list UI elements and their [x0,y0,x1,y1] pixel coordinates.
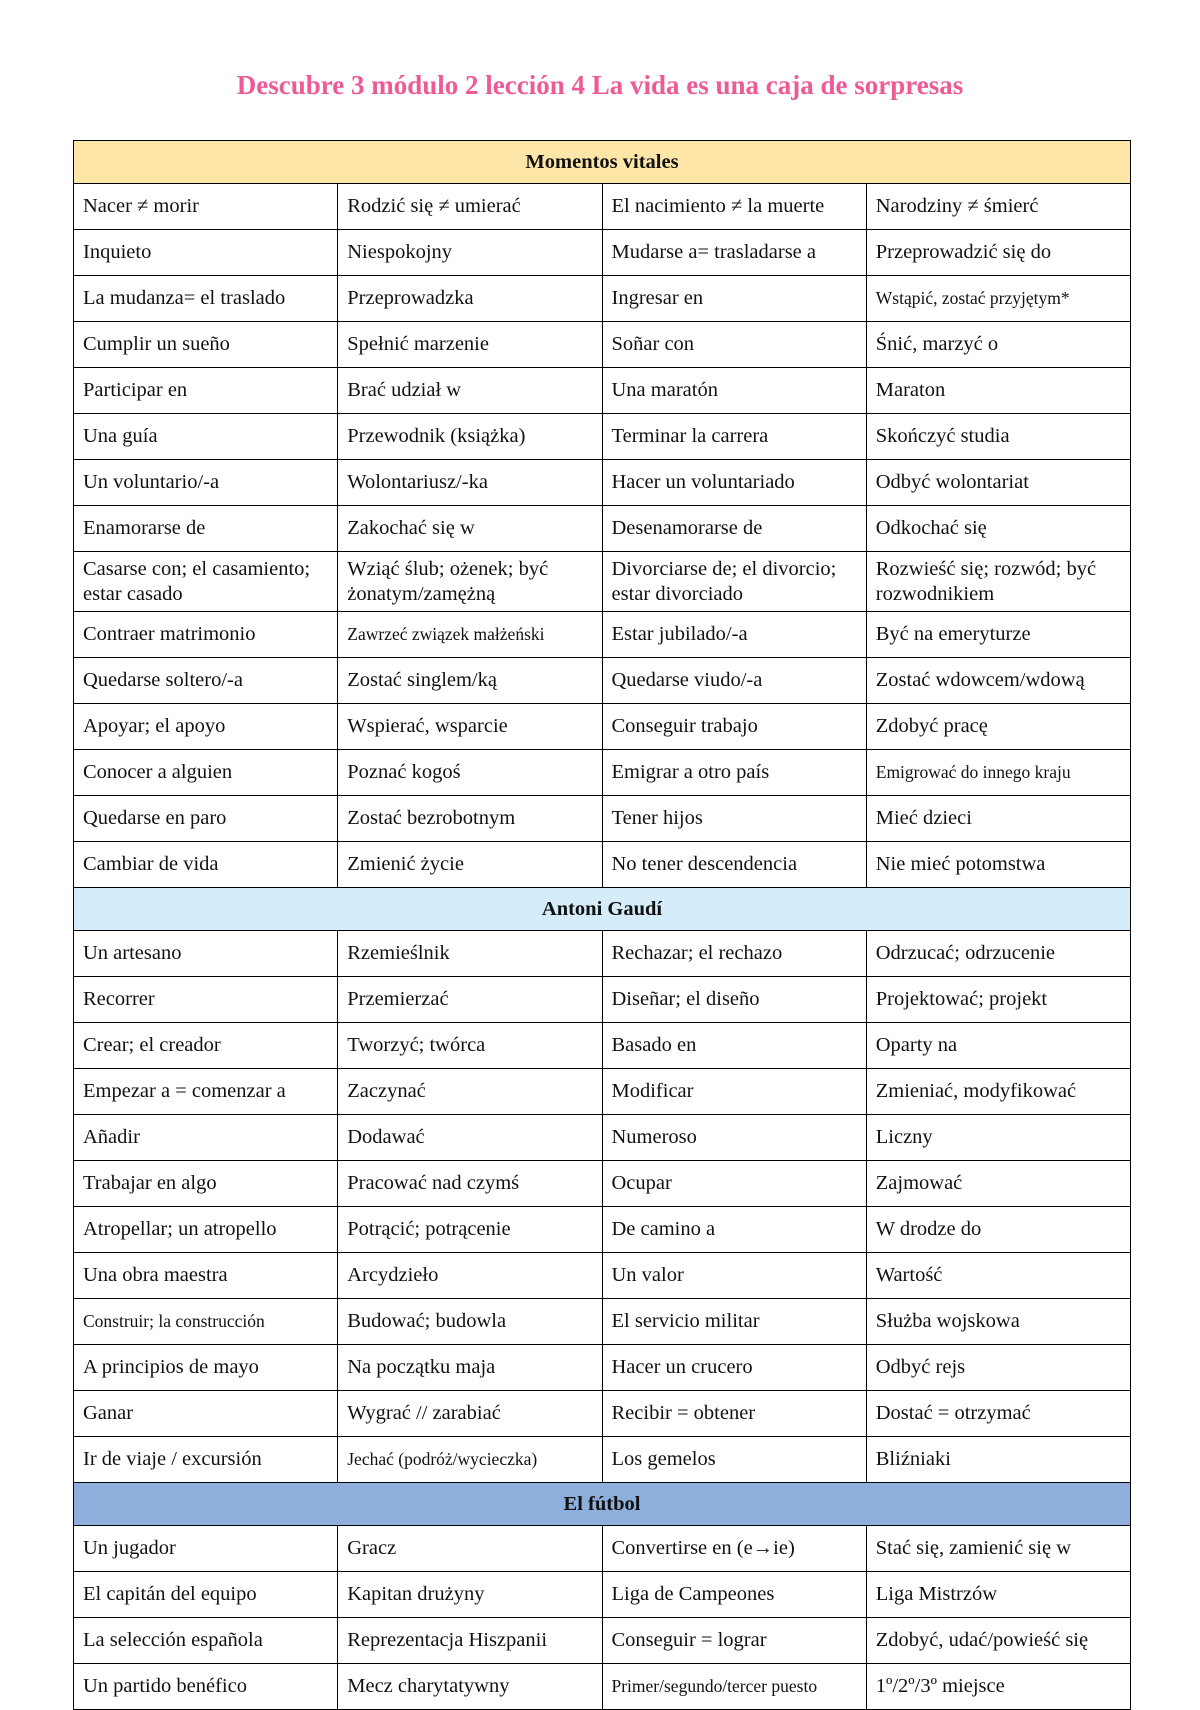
table-cell: Contraer matrimonio [74,612,338,658]
table-row [74,1207,1131,1253]
table-cell: Gracz [338,1526,602,1572]
table-cell: El capitán del equipo [74,1572,338,1618]
table-cell: De camino a [602,1207,866,1253]
section-heading: Momentos vitales [74,141,1131,184]
table-cell: Empezar a = comenzar a [74,1069,338,1115]
table-cell: Zdobyć, udać/powieść się [866,1618,1130,1664]
table-row [74,1526,1131,1572]
table-cell: Skończyć studia [866,414,1130,460]
table-cell: Enamorarse de [74,506,338,552]
table-cell: Ir de viaje / excursión [74,1437,338,1483]
table-cell: Arcydzieło [338,1253,602,1299]
table-cell: Construir; la construcción [74,1299,338,1345]
table-row [74,658,1131,704]
table-cell: Zostać bezrobotnym [338,796,602,842]
table-cell: Odkochać się [866,506,1130,552]
table-cell: Ingresar en [602,276,866,322]
table-cell: Zmienić życie [338,842,602,888]
table-cell: Zakochać się w [338,506,602,552]
table-cell: Cambiar de vida [74,842,338,888]
table-cell: Kapitan drużyny [338,1572,602,1618]
table-cell: Inquieto [74,230,338,276]
vocabulary-table-body [74,141,1131,1710]
table-cell: Oparty na [866,1023,1130,1069]
table-cell: Liga Mistrzów [866,1572,1130,1618]
table-cell: Numeroso [602,1115,866,1161]
table-cell: Stać się, zamienić się w [866,1526,1130,1572]
table-row [74,1437,1131,1483]
document-title: Descubre 3 módulo 2 lección 4 La vida es una caja de sorpresas [236,70,964,100]
table-cell: Mudarse a= trasladarse a [602,230,866,276]
table-row [74,750,1131,796]
table-cell: Nacer ≠ morir [74,184,338,230]
table-cell: Wartość [866,1253,1130,1299]
table-cell: Zawrzeć związek małżeński [338,612,602,658]
table-cell: Un valor [602,1253,866,1299]
table-cell: Recibir = obtener [602,1391,866,1437]
section-heading: Antoni Gaudí [74,888,1131,931]
table-cell: Rodzić się ≠ umierać [338,184,602,230]
table-cell: Diseñar; el diseño [602,977,866,1023]
table-cell: Liczny [866,1115,1130,1161]
table-cell: Casarse con; el casamiento; estar casado [74,552,338,612]
table-cell: Wolontariusz/-ka [338,460,602,506]
table-cell: Pracować nad czymś [338,1161,602,1207]
table-cell: Jechać (podróż/wycieczka) [338,1437,602,1483]
table-cell: El servicio militar [602,1299,866,1345]
table-cell: Spełnić marzenie [338,322,602,368]
table-cell: Conseguir trabajo [602,704,866,750]
section-header-row [74,141,1131,184]
table-cell: Apoyar; el apoyo [74,704,338,750]
table-cell: Odbyć rejs [866,1345,1130,1391]
table-row [74,704,1131,750]
table-cell: Rzemieślnik [338,931,602,977]
table-cell: Reprezentacja Hiszpanii [338,1618,602,1664]
table-cell: Maraton [866,368,1130,414]
table-row [74,977,1131,1023]
table-cell: Conseguir = lograr [602,1618,866,1664]
table-row [74,612,1131,658]
table-cell: Emigrar a otro país [602,750,866,796]
table-row [74,1618,1131,1664]
table-row [74,1069,1131,1115]
table-row [74,1572,1131,1618]
table-row [74,1115,1131,1161]
section-heading: El fútbol [74,1483,1131,1526]
table-row [74,552,1131,612]
table-cell: Brać udział w [338,368,602,414]
table-cell: Zajmować [866,1161,1130,1207]
table-cell: Soñar con [602,322,866,368]
table-cell: Recorrer [74,977,338,1023]
table-cell: Przeprowadzka [338,276,602,322]
table-cell: Zostać wdowcem/wdową [866,658,1130,704]
table-cell: Trabajar en algo [74,1161,338,1207]
table-cell: Być na emeryturze [866,612,1130,658]
table-cell: Tworzyć; twórca [338,1023,602,1069]
table-cell: Los gemelos [602,1437,866,1483]
table-cell: Wspierać, wsparcie [338,704,602,750]
table-cell: Un partido benéfico [74,1664,338,1710]
table-row [74,842,1131,888]
table-cell: Hacer un crucero [602,1345,866,1391]
table-cell: Niespokojny [338,230,602,276]
table-cell: Odrzucać; odrzucenie [866,931,1130,977]
table-cell: Projektować; projekt [866,977,1130,1023]
table-cell: Cumplir un sueño [74,322,338,368]
table-row [74,368,1131,414]
table-cell: Un jugador [74,1526,338,1572]
table-row [74,1391,1131,1437]
table-cell: Terminar la carrera [602,414,866,460]
table-cell: Przemierzać [338,977,602,1023]
table-cell: Dostać = otrzymać [866,1391,1130,1437]
table-cell: 1º/2º/3º miejsce [866,1664,1130,1710]
table-cell: Przewodnik (książka) [338,414,602,460]
vocabulary-table [73,140,1131,1710]
table-cell: Zdobyć pracę [866,704,1130,750]
table-row [74,1023,1131,1069]
table-cell: No tener descendencia [602,842,866,888]
table-cell: Narodziny ≠ śmierć [866,184,1130,230]
table-row [74,506,1131,552]
table-cell: Przeprowadzić się do [866,230,1130,276]
table-cell: W drodze do [866,1207,1130,1253]
table-cell: Zmieniać, modyfikować [866,1069,1130,1115]
table-cell: Dodawać [338,1115,602,1161]
table-cell: Quedarse en paro [74,796,338,842]
table-cell: Ocupar [602,1161,866,1207]
table-row [74,1253,1131,1299]
table-cell: Rozwieść się; rozwód; być rozwodnikiem [866,552,1130,612]
table-cell: Hacer un voluntariado [602,460,866,506]
table-cell: Śnić, marzyć o [866,322,1130,368]
table-cell: Basado en [602,1023,866,1069]
table-cell: Ganar [74,1391,338,1437]
table-cell: Un artesano [74,931,338,977]
table-cell: La selección española [74,1618,338,1664]
table-row [74,276,1131,322]
table-cell: Participar en [74,368,338,414]
table-cell: Estar jubilado/-a [602,612,866,658]
table-cell: Mieć dzieci [866,796,1130,842]
table-cell: A principios de mayo [74,1345,338,1391]
table-cell: Potrącić; potrącenie [338,1207,602,1253]
table-cell: Zaczynać [338,1069,602,1115]
table-cell: Bliźniaki [866,1437,1130,1483]
section-header-row [74,888,1131,931]
table-cell: Zostać singlem/ką [338,658,602,704]
table-row [74,1664,1131,1710]
table-row [74,322,1131,368]
table-cell: Quedarse viudo/-a [602,658,866,704]
table-cell: Primer/segundo/tercer puesto [602,1664,866,1710]
table-cell: Atropellar; un atropello [74,1207,338,1253]
table-row [74,230,1131,276]
table-cell: Una obra maestra [74,1253,338,1299]
table-cell: Mecz charytatywny [338,1664,602,1710]
table-cell: Wygrać // zarabiać [338,1391,602,1437]
table-cell: Służba wojskowa [866,1299,1130,1345]
table-cell: Budować; budowla [338,1299,602,1345]
table-cell: Una maratón [602,368,866,414]
table-cell: Wstąpić, zostać przyjętym* [866,276,1130,322]
table-row [74,460,1131,506]
table-row [74,1345,1131,1391]
section-header-row [74,1483,1131,1526]
table-cell: Liga de Campeones [602,1572,866,1618]
table-cell: Modificar [602,1069,866,1115]
table-cell: Un voluntario/-a [74,460,338,506]
table-cell: Emigrować do innego kraju [866,750,1130,796]
table-cell: Poznać kogoś [338,750,602,796]
table-cell: Rechazar; el rechazo [602,931,866,977]
table-row [74,1161,1131,1207]
table-cell: Conocer a alguien [74,750,338,796]
table-cell: Divorciarse de; el divorcio; estar divorciado [602,552,866,612]
table-row [74,931,1131,977]
table-cell: Crear; el creador [74,1023,338,1069]
table-cell: Añadir [74,1115,338,1161]
table-row [74,184,1131,230]
table-cell: La mudanza= el traslado [74,276,338,322]
table-cell: Odbyć wolontariat [866,460,1130,506]
table-cell: Quedarse soltero/-a [74,658,338,704]
table-cell: Desenamorarse de [602,506,866,552]
table-cell: Na początku maja [338,1345,602,1391]
table-cell: Wziąć ślub; ożenek; być żonatym/zamężną [338,552,602,612]
table-row [74,414,1131,460]
table-cell: Convertirse en (e→ie) [602,1526,866,1572]
table-cell: Nie mieć potomstwa [866,842,1130,888]
table-cell: Una guía [74,414,338,460]
table-row [74,796,1131,842]
table-row [74,1299,1131,1345]
table-cell: El nacimiento ≠ la muerte [602,184,866,230]
table-cell: Tener hijos [602,796,866,842]
